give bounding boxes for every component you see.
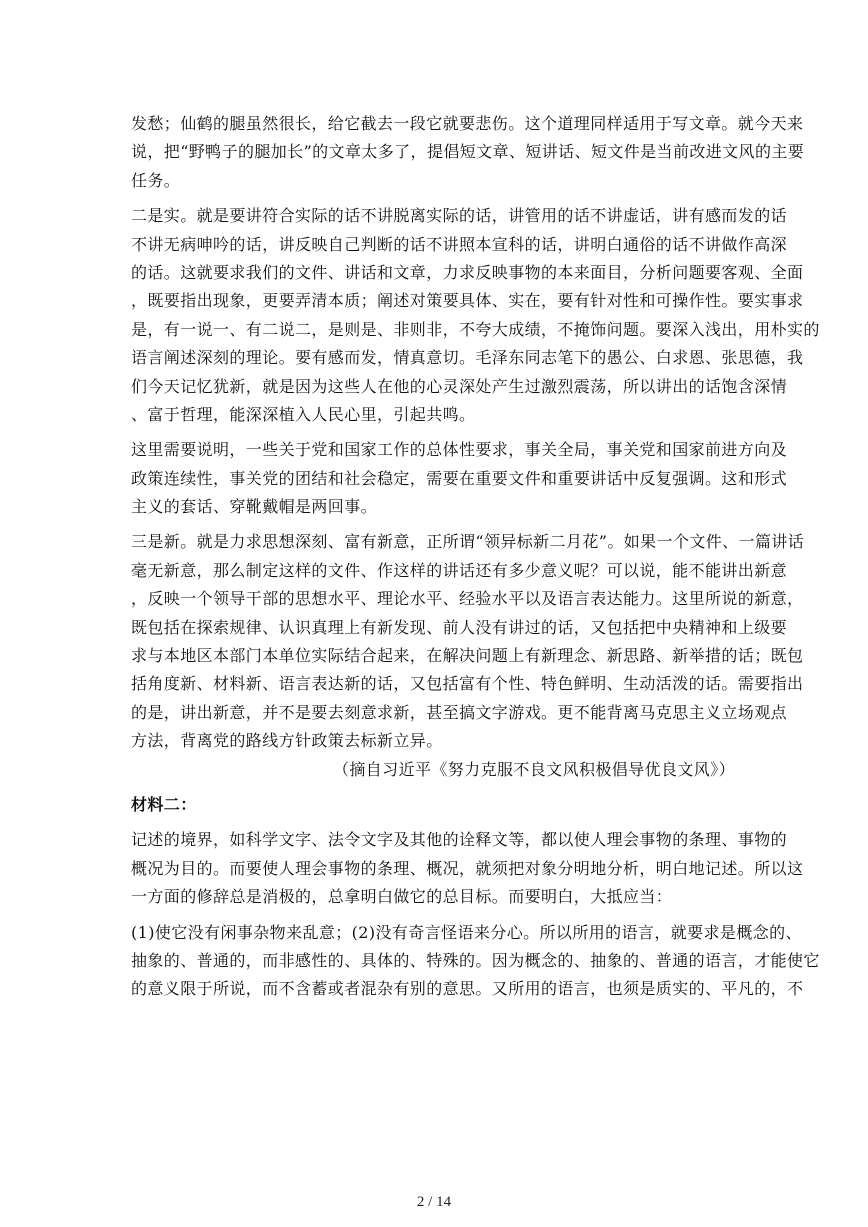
material-2-paragraph-1 [131, 826, 804, 911]
text-line: 一方面的修辞总是消极的，总拿明白做它的总目标。而要明白，大抵应当： [131, 887, 673, 907]
text-line: 是，有一说一、有二说二，是则是、非则非，不夸大成绩，不掩饰问题。要深入浅出，用朴实的 [131, 319, 820, 339]
text-line: 不讲无病呻吟的话，讲反映自己判断的话不讲照本宣科的话，讲明白通俗的话不讲做作高深 [131, 234, 788, 254]
text-line: 二是实。就是要讲符合实际的话不讲脱离实际的话，讲管用的话不讲虚话，讲有感而发的话 [131, 206, 788, 226]
text-line: ，反映一个领导干部的思想水平、理论水平、经验水平以及语言表达能力。这里所说的新意， [131, 589, 804, 609]
text-line: ，既要指出现象，更要弄清本质；阐述对策要具体、实在，要有针对性和可操作性。要实事求 [131, 291, 804, 311]
text-line: 记述的境界，如科学文字、法令文字及其他的诠释文等，都以使人理会事物的条理、事物的 [131, 830, 788, 850]
page-body [131, 110, 820, 1004]
paragraph-continuation [131, 110, 805, 195]
text-line: 主义的套话、穿靴戴帽是两回事。 [131, 497, 378, 517]
text-line: 说，把“野鸭子的腿加长”的文章太多了，提倡短文章、短讲话、短文件是当前改进文风的主要 [131, 142, 805, 162]
text-line: (1)使它没有闲事杂物来乱意；(2)没有奇言怪语来分心。所以所用的语言，就要求是概念的、 [131, 922, 802, 942]
text-line: 的是，讲出新意，并不是要去刻意求新，甚至搞文字游戏。更不能背离马克思主义立场观点 [131, 702, 788, 722]
text-line: 的意义限于所说，而不含蓄或者混杂有别的意思。又所用的语言，也须是质实的、平凡的，不 [131, 979, 804, 999]
page-number: 2 / 14 [416, 1194, 452, 1210]
text-line: 求与本地区本部门本单位实际结合起来，在解决问题上有新理念、新思路、新举措的话；既包 [131, 646, 804, 666]
paragraph-shi [131, 202, 820, 429]
paragraph-xin [131, 528, 805, 755]
text-line: 抽象的、普通的，而非感性的、具体的、特殊的。因为概念的、抽象的、普通的语言，才能使它 [131, 950, 820, 970]
source-citation: （摘自习近平《努力克服不良文风积极倡导优良文风》） [332, 759, 735, 779]
text-line: 毫无新意，那么制定这样的文件、作这样的讲话还有多少意义呢？可以说，能不能讲出新意 [131, 560, 788, 580]
text-line: 、富于哲理，能深深植入人民心里，引起共鸣。 [131, 404, 476, 424]
material-2-heading: 材料二： [131, 794, 197, 814]
text-line: 这里需要说明，一些关于党和国家工作的总体性要求，事关全局，事关党和国家前进方向及 [131, 440, 788, 460]
text-line: 发愁；仙鹤的腿虽然很长，给它截去一段它就要悲伤。这个道理同样适用于写文章。就今天来 [131, 114, 804, 133]
text-line: 三是新。就是力求思想深刻、富有新意，正所谓“领异标新二月花”。如果一个文件、一篇讲话 [131, 532, 805, 552]
text-line: 的话。这就要求我们的文件、讲话和文章，力求反映事物的本来面目，分析问题要客观、全面 [131, 262, 804, 282]
text-line: 语言阐述深刻的理论。要有感而发，情真意切。毛泽东同志笔下的愚公、白求恩、张思德，我 [131, 348, 804, 368]
material-2-paragraph-2 [131, 919, 820, 1004]
text-line: 既包括在探索规律、认识真理上有新发现、前人没有讲过的话，又包括把中央精神和上级要 [131, 617, 788, 637]
text-line: 概况为目的。而要使人理会事物的条理、概况，就须把对象分明地分析，明白地记述。所以这 [131, 858, 804, 878]
text-line: 括角度新、材料新、语言表达新的话，又包括富有个性、特色鲜明、生动活泼的话。需要指出 [131, 674, 804, 694]
text-line: 政策连续性，事关党的团结和社会稳定，需要在重要文件和重要讲话中反复强调。这和形式 [131, 468, 788, 488]
paragraph-note [131, 436, 788, 521]
text-line: 们今天记忆犹新，就是因为这些人在他的心灵深处产生过激烈震荡，所以讲出的话饱含深情 [131, 376, 788, 396]
text-line: 任务。 [131, 170, 181, 190]
text-line: 方法，背离党的路线方针政策去标新立异。 [131, 731, 443, 751]
